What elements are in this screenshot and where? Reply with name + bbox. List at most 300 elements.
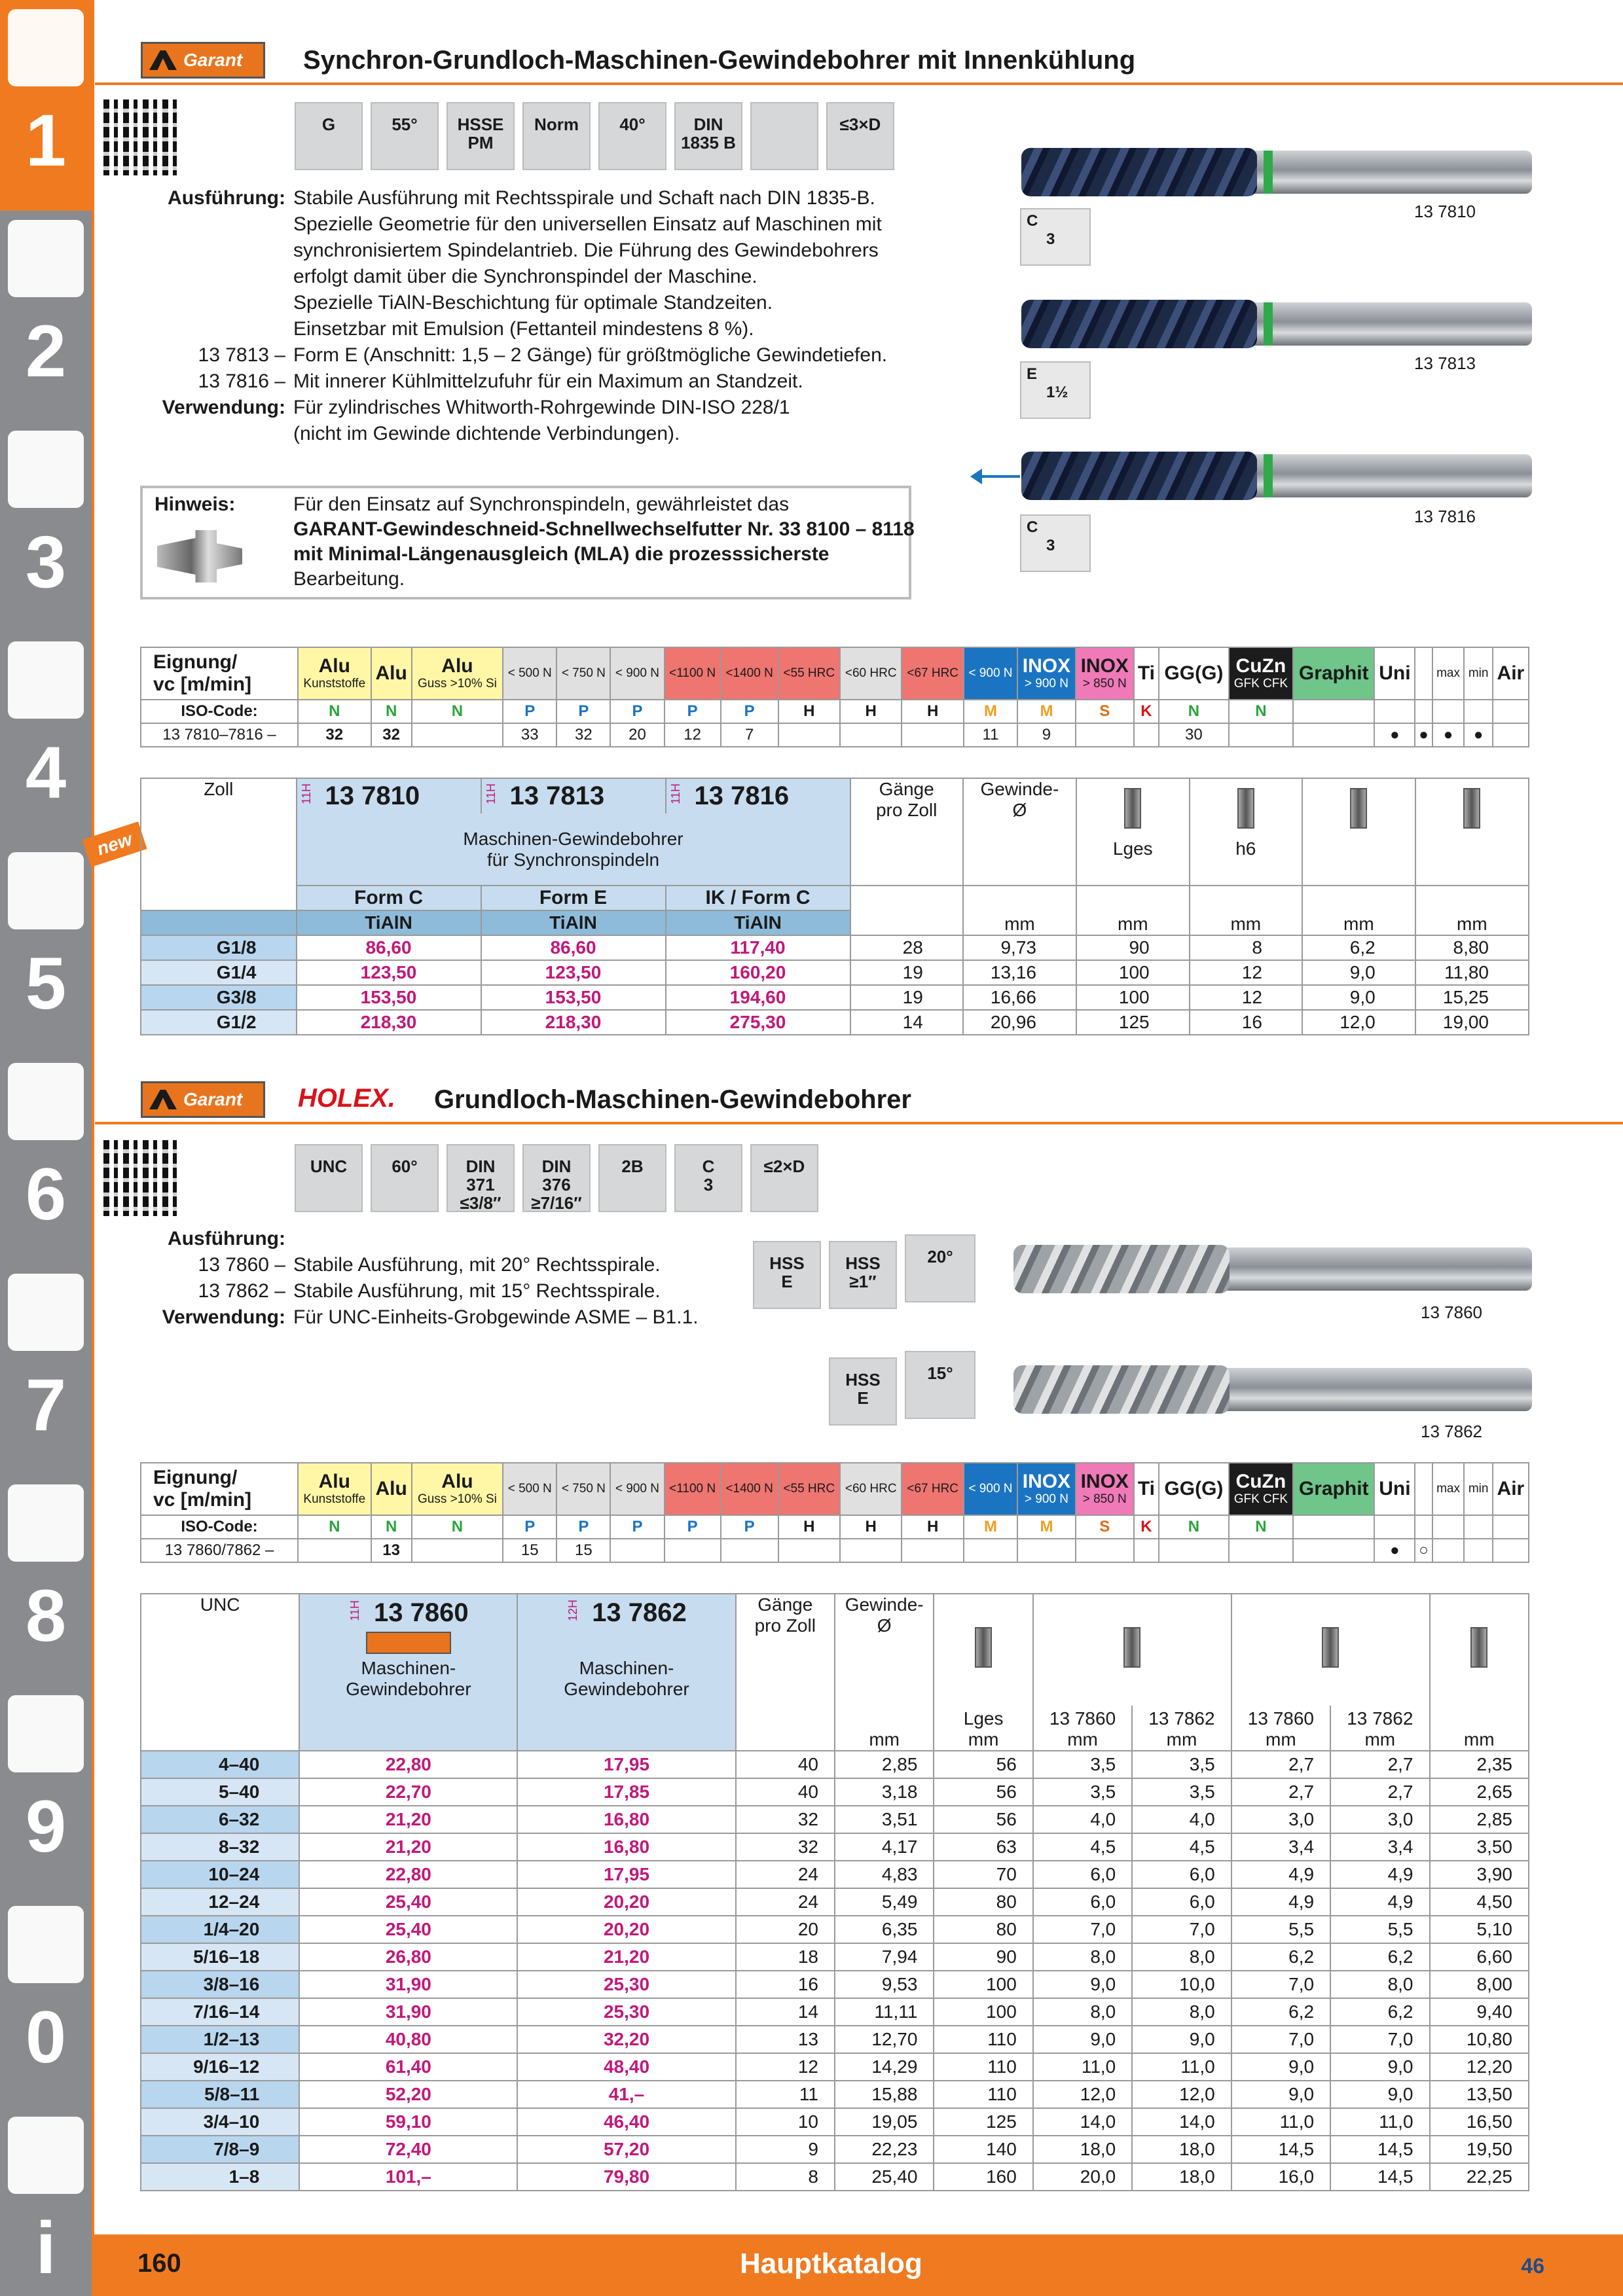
vc-value: 32: [556, 723, 610, 747]
value-cell: 6,60: [1430, 1943, 1529, 1971]
dimension-icon-cell: [1231, 1594, 1430, 1706]
chapter-i-icon: [8, 2117, 84, 2194]
value-cell: 16,66: [963, 985, 1076, 1010]
value-cell: 8,0: [1033, 1998, 1132, 2026]
material-col-11: < 900 N: [964, 1463, 1017, 1515]
material-col-6: <1100 N: [665, 1463, 721, 1515]
material-col-1: Alu: [371, 647, 412, 700]
tool-image-137862: [1013, 1368, 1532, 1411]
value-cell: 3,51: [835, 1806, 934, 1833]
value-cell: 4,83: [835, 1861, 934, 1888]
chapter-number: 3: [25, 521, 67, 603]
table-row[interactable]: [141, 1888, 1529, 1916]
line-label: Verwendung:: [162, 1306, 285, 1328]
value-cell: 3,5: [1132, 1751, 1231, 1778]
value-cell[interactable]: 101,–: [299, 2163, 517, 2191]
iso-label: ISO-Code:: [141, 1515, 298, 1539]
sidebar-tab-9[interactable]: [0, 1686, 92, 1897]
iso-code: N: [1159, 700, 1229, 723]
value-cell: 12,0: [1132, 2081, 1231, 2108]
material-col-17: Graphit: [1293, 1463, 1374, 1515]
value-cell[interactable]: 40,80: [299, 2026, 517, 2053]
value-cell: 100: [934, 1971, 1032, 1998]
vc-value: [778, 1539, 840, 1562]
value-cell: 20: [736, 1916, 835, 1943]
product-137862[interactable]: 12H 13 7862 Maschinen- Gewindebohrer: [517, 1594, 735, 1751]
page-number: 160: [137, 2249, 181, 2278]
value-cell[interactable]: 26,80: [299, 1943, 517, 1971]
form-e-box: E 1½: [1020, 361, 1091, 419]
value-cell: 100: [1076, 985, 1190, 1010]
value-cell: 80: [934, 1916, 1032, 1943]
value-cell: 12: [736, 2053, 835, 2081]
value-cell: 56: [934, 1778, 1032, 1806]
value-cell: 2,35: [1430, 1751, 1529, 1778]
value-cell: 3,50: [1430, 1833, 1529, 1861]
vc-value: [1229, 1539, 1293, 1562]
value-cell: 24: [736, 1888, 835, 1916]
value-cell[interactable]: 31,90: [299, 1971, 517, 1998]
line-label: 13 7862 –: [198, 1280, 285, 1302]
section2-symbols-1: 60°: [371, 1144, 439, 1212]
value-cell[interactable]: 17,95: [517, 1751, 735, 1778]
value-cell[interactable]: 20,20: [517, 1916, 735, 1943]
material-col-11: < 900 N: [964, 647, 1017, 700]
value-cell[interactable]: 22,80: [299, 1751, 517, 1778]
value-cell: 2,7: [1231, 1751, 1330, 1778]
hss-badge-3: HSS E: [829, 1357, 897, 1426]
iso-code: [1493, 1515, 1529, 1539]
product-137860[interactable]: 11H 13 7860 Maschinen- Gewindebohrer: [299, 1594, 517, 1751]
subheader: 13 7860 mm: [1033, 1706, 1132, 1751]
material-col-19: [1415, 1463, 1432, 1515]
value-cell: 15,88: [835, 2081, 934, 2108]
value-cell[interactable]: 160,20: [666, 960, 850, 985]
value-cell[interactable]: 20,20: [517, 1888, 735, 1916]
chapter-number: 2: [25, 310, 67, 392]
value-cell[interactable]: 86,60: [481, 935, 666, 960]
size-cell: 4–40: [141, 1751, 299, 1778]
table-row[interactable]: [141, 1833, 1529, 1861]
value-cell: 11,0: [1132, 2053, 1231, 2081]
vc-value: 32: [298, 723, 371, 747]
vc-value: [902, 1539, 963, 1562]
section1-symbols-1: 55°: [371, 102, 439, 170]
chapter-sidebar: [0, 0, 92, 2296]
header-col-1: Gewinde- Ø: [835, 1594, 934, 1706]
table-row[interactable]: [141, 1751, 1529, 1778]
value-cell: 3,0: [1231, 1806, 1330, 1833]
chapter-number: 7: [25, 1364, 67, 1446]
value-cell[interactable]: 17,95: [517, 1861, 735, 1888]
sidebar-tab-0[interactable]: [0, 1897, 92, 2108]
tool-label-137813: 13 7813: [1414, 353, 1476, 373]
iso-code: [1374, 700, 1415, 723]
table-row[interactable]: [141, 2081, 1529, 2108]
line-label: Ausführung:: [168, 187, 285, 209]
value-cell[interactable]: 21,20: [299, 1833, 517, 1861]
value-cell: 18,0: [1132, 2136, 1231, 2163]
line-text: Stabile Ausführung, mit 20° Rechtsspirale.: [293, 1254, 661, 1276]
iso-code: [1374, 1515, 1415, 1539]
vc-value: [1017, 1539, 1076, 1562]
material-col-7: <1400 N: [721, 647, 778, 700]
hss-badge-4: 15°: [905, 1351, 976, 1419]
dimension-icon: [1305, 788, 1412, 833]
iso-code: [1415, 1515, 1432, 1539]
table-row[interactable]: [141, 1778, 1529, 1806]
value-cell[interactable]: 52,20: [299, 2081, 517, 2108]
table-row[interactable]: [141, 1916, 1529, 1943]
table-row[interactable]: [141, 2163, 1529, 2191]
table-row[interactable]: [141, 1943, 1529, 1971]
sidebar-tab-i[interactable]: [0, 2108, 92, 2289]
chapter-number: 9: [25, 1785, 67, 1867]
value-cell[interactable]: 25,30: [517, 1998, 735, 2026]
value-cell: 13,16: [963, 960, 1076, 985]
value-cell: 3,5: [1033, 1778, 1132, 1806]
value-cell: 19: [850, 985, 963, 1010]
value-cell: 56: [934, 1806, 1032, 1833]
value-cell[interactable]: 123,50: [481, 960, 666, 985]
value-cell: 10,80: [1430, 2026, 1529, 2053]
section1-symbols-5: DIN 1835 B: [674, 102, 742, 170]
value-cell[interactable]: 21,20: [517, 1943, 735, 1971]
value-cell: 2,7: [1231, 1778, 1330, 1806]
vc-value: ●: [1374, 1539, 1415, 1562]
vc-value: 33: [503, 723, 556, 747]
sidebar-tab-2[interactable]: [0, 211, 92, 422]
section1-symbols-2: HSSE PM: [447, 102, 515, 170]
value-cell: 4,9: [1231, 1888, 1330, 1916]
value-cell[interactable]: 57,20: [517, 2136, 735, 2163]
material-col-21: min: [1464, 647, 1492, 700]
chapter-number: 4: [25, 732, 67, 814]
value-cell[interactable]: 48,40: [517, 2053, 735, 2081]
iso-code: H: [840, 1515, 902, 1539]
tool-label-137810: 13 7810: [1414, 202, 1476, 221]
value-cell[interactable]: 46,40: [517, 2108, 735, 2136]
line-label: 13 7813 –: [198, 344, 285, 366]
value-cell: 10,0: [1132, 1971, 1231, 1998]
sidebar-tab-4[interactable]: [0, 632, 92, 843]
value-cell: 11,0: [1231, 2108, 1330, 2136]
material-col-22: Air: [1493, 647, 1529, 700]
value-cell[interactable]: 16,80: [517, 1833, 735, 1861]
value-cell: 9,0: [1302, 985, 1415, 1010]
value-cell: 16: [736, 1971, 835, 1998]
sidebar-tab-6[interactable]: [0, 1054, 92, 1265]
value-cell: 9,0: [1330, 2081, 1429, 2108]
product-137810[interactable]: 11H 13 7810: [297, 778, 481, 814]
iso-code: [1293, 1515, 1374, 1539]
section2-symbols-4: 2B: [598, 1144, 666, 1212]
material-col-1: Alu: [371, 1463, 412, 1515]
value-cell: 90: [934, 1943, 1032, 1971]
table-row[interactable]: [141, 2026, 1529, 2053]
value-cell[interactable]: 153,50: [297, 985, 481, 1010]
iso-code: S: [1076, 700, 1134, 723]
value-cell: 56: [934, 1751, 1032, 1778]
value-cell: 2,7: [1330, 1778, 1429, 1806]
value-cell: 7,0: [1231, 2026, 1330, 2053]
iso-code: M: [964, 700, 1017, 723]
value-cell[interactable]: 218,30: [481, 1010, 666, 1035]
value-cell[interactable]: 79,80: [517, 2163, 735, 2191]
vc-value: [964, 1539, 1017, 1562]
sidebar-tab-7[interactable]: [0, 1265, 92, 1475]
value-cell: 6,0: [1132, 1861, 1231, 1888]
hinweis-box: [140, 486, 915, 600]
form-label: IK / Form C: [666, 886, 850, 910]
value-cell[interactable]: 41,–: [517, 2081, 735, 2108]
value-cell: 24: [736, 1861, 835, 1888]
garant-logo: Garant: [141, 42, 265, 79]
blank: [141, 910, 297, 935]
chuck-image: [157, 530, 242, 583]
vc-value: 15: [556, 1539, 610, 1562]
size-cell: 5/16–18: [141, 1943, 299, 1971]
value-cell: 8,0: [1330, 1971, 1429, 1998]
chapter-2-icon: [8, 220, 84, 297]
chapter-number: 5: [25, 942, 67, 1024]
value-cell[interactable]: 21,20: [299, 1806, 517, 1833]
value-cell: 5,49: [835, 1888, 934, 1916]
value-cell: 9: [736, 2136, 835, 2163]
iso-code: [1415, 700, 1432, 723]
subheader: Lges mm: [934, 1706, 1032, 1751]
vc-value: [665, 1539, 721, 1562]
value-cell: 9,40: [1430, 1998, 1529, 2026]
iso-code: N: [298, 1515, 371, 1539]
tool-label-137860: 13 7860: [1421, 1302, 1482, 1322]
unit: mm: [963, 886, 1076, 935]
value-cell: 9,0: [1330, 2053, 1429, 2081]
material-col-12: INOX > 900 N: [1017, 647, 1076, 700]
value-cell[interactable]: 16,80: [517, 1806, 735, 1833]
material-col-10: <67 HRC: [902, 647, 963, 700]
table-row[interactable]: [141, 2053, 1529, 2081]
value-cell: 15,25: [1415, 985, 1529, 1010]
value-cell[interactable]: 123,50: [297, 960, 481, 985]
value-cell[interactable]: 117,40: [666, 935, 850, 960]
material-col-0: Alu Kunststoffe: [298, 1463, 371, 1515]
vc-value: [1134, 723, 1159, 747]
table-row[interactable]: [141, 1806, 1529, 1833]
qr-code-2[interactable]: [103, 1140, 179, 1216]
chapter-number: 0: [25, 1996, 67, 2078]
vc-value: 15: [503, 1539, 556, 1562]
value-cell: 7,0: [1132, 1916, 1231, 1943]
iso-code: P: [665, 1515, 721, 1539]
table-row[interactable]: [141, 1010, 1529, 1035]
section2-symbols-0: UNC: [295, 1144, 363, 1212]
table-row[interactable]: [141, 960, 1529, 985]
value-cell: 3,0: [1330, 1806, 1429, 1833]
vc-value: 9: [1017, 723, 1076, 747]
vc-value: [1493, 1539, 1529, 1562]
value-cell: 6,2: [1302, 935, 1415, 960]
coolant-arrowhead-icon: [970, 469, 982, 484]
value-cell: 8,80: [1415, 935, 1529, 960]
value-cell: 4,5: [1033, 1833, 1132, 1861]
value-cell: 11,0: [1033, 2053, 1132, 2081]
iso-code: H: [902, 700, 963, 723]
value-cell: 40: [736, 1778, 835, 1806]
iso-code: K: [1134, 1515, 1159, 1539]
vc-value: 32: [371, 723, 412, 747]
vc-value: [721, 1539, 778, 1562]
value-cell[interactable]: 275,30: [666, 1010, 850, 1035]
value-cell: 90: [1076, 935, 1190, 960]
material-col-9: <60 HRC: [840, 647, 902, 700]
iso-code: N: [371, 700, 412, 723]
table-row[interactable]: [141, 1861, 1529, 1888]
line-text: Spezielle Geometrie für den universellen Einsatz auf Maschinen mit: [293, 213, 882, 235]
value-cell: 12: [1190, 960, 1302, 985]
iso-code: [1464, 1515, 1492, 1539]
value-cell: 100: [1076, 960, 1190, 985]
iso-code: H: [778, 700, 840, 723]
value-cell: 3,5: [1033, 1751, 1132, 1778]
material-col-18: Uni: [1374, 1463, 1415, 1515]
section1-symbols-3: Norm: [522, 102, 591, 170]
section1-symbols-6: [750, 102, 818, 170]
line-text: erfolgt damit über die Synchronspindel der Maschine.: [293, 266, 757, 287]
value-cell[interactable]: 59,10: [299, 2108, 517, 2136]
value-cell: 12,20: [1430, 2053, 1529, 2081]
value-cell: 12,0: [1033, 2081, 1132, 2108]
product-137813[interactable]: 11H 13 7813: [481, 778, 666, 814]
vc-value: [610, 1539, 664, 1562]
page-index: 46: [1521, 2254, 1544, 2278]
table-row[interactable]: [141, 1998, 1529, 2026]
material-col-14: Ti: [1134, 1463, 1159, 1515]
chapter-8-icon: [8, 1484, 84, 1562]
material-col-17: Graphit: [1293, 647, 1374, 700]
section2-header: [95, 1079, 1623, 1124]
value-cell: 16,50: [1430, 2108, 1529, 2136]
chapter-0-icon: [8, 1906, 84, 1983]
chapter-1-icon: [8, 9, 84, 86]
value-cell[interactable]: 86,60: [297, 935, 481, 960]
value-cell: 9,53: [835, 1971, 934, 1998]
iso-code: K: [1134, 700, 1159, 723]
tool-label-137816: 13 7816: [1414, 507, 1476, 526]
product-137816[interactable]: 11H 13 7816: [666, 778, 850, 814]
vc-value: [298, 1539, 371, 1562]
line-text: Form E (Anschnitt: 1,5 – 2 Gänge) für größtmögliche Gewindetiefen.: [293, 344, 888, 366]
vc-value: [1464, 1539, 1492, 1562]
value-cell[interactable]: 218,30: [297, 1010, 481, 1035]
value-cell[interactable]: 25,30: [517, 1971, 735, 1998]
header-col-0: Gänge pro Zoll: [850, 778, 963, 886]
value-cell: 32: [736, 1833, 835, 1861]
value-cell: 12,0: [1302, 1010, 1415, 1035]
hinweis-line: GARANT-Gewindeschneid-Schnellwechselfutter Nr. 33 8100 – 8118: [293, 518, 915, 540]
table-row[interactable]: [141, 2108, 1529, 2136]
garant-logo-2: Garant: [141, 1081, 265, 1118]
dimension-icon-cell: [1430, 1594, 1529, 1706]
vc-value: [1159, 1539, 1229, 1562]
value-cell[interactable]: 25,40: [299, 1888, 517, 1916]
section2-symbols-5: C 3: [674, 1144, 742, 1212]
value-cell: 8: [736, 2163, 835, 2191]
value-cell[interactable]: 32,20: [517, 2026, 735, 2053]
iso-code: [1493, 700, 1529, 723]
value-cell: 20,0: [1033, 2163, 1132, 2191]
value-cell: 3,4: [1330, 1833, 1429, 1861]
vc-value: ●: [1464, 723, 1492, 747]
value-cell: 110: [934, 2053, 1032, 2081]
line-label: 13 7860 –: [198, 1254, 285, 1276]
hinweis-label: Hinweis:: [155, 493, 236, 515]
table-row[interactable]: [141, 985, 1529, 1010]
vc-value: 30: [1159, 723, 1229, 747]
eignung-table-2: [140, 1462, 1529, 1563]
iso-code: H: [840, 700, 902, 723]
vc-value: ○: [1415, 1539, 1432, 1562]
value-cell[interactable]: 17,85: [517, 1778, 735, 1806]
value-cell[interactable]: 72,40: [299, 2136, 517, 2163]
sidebar-tab-3[interactable]: [0, 422, 92, 632]
section2-title: Grundloch-Maschinen-Gewindebohrer: [434, 1085, 911, 1114]
value-cell[interactable]: 153,50: [481, 985, 666, 1010]
dimension-icon: [1419, 788, 1525, 833]
value-cell: 3,4: [1231, 1833, 1330, 1861]
value-cell[interactable]: 194,60: [666, 985, 850, 1010]
table-row[interactable]: [141, 935, 1529, 960]
value-cell[interactable]: 25,40: [299, 1916, 517, 1943]
line-text: synchronisiertem Spindelantrieb. Die Führung des Gewindebohrers: [293, 240, 879, 261]
form-c-box-2: C 3: [1020, 514, 1091, 572]
value-cell: 28: [850, 935, 963, 960]
tool-image-137816: [1021, 454, 1532, 497]
coating-label: TiAlN: [666, 910, 850, 935]
sidebar-tab-5[interactable]: [0, 843, 92, 1054]
value-cell[interactable]: 22,70: [299, 1778, 517, 1806]
material-col-3: < 500 N: [503, 1463, 556, 1515]
coating-label: TiAlN: [297, 910, 481, 935]
iso-code: [1432, 1515, 1465, 1539]
value-cell[interactable]: 31,90: [299, 1998, 517, 2026]
value-cell: 11: [736, 2081, 835, 2108]
material-col-13: INOX > 850 N: [1076, 647, 1134, 700]
form-label: Form C: [297, 886, 481, 910]
value-cell: 5,5: [1231, 1916, 1330, 1943]
value-cell: 19,05: [835, 2108, 934, 2136]
value-cell[interactable]: 22,80: [299, 1861, 517, 1888]
vc-value: [778, 723, 840, 747]
size-cell: G3/8: [141, 985, 297, 1010]
table-row[interactable]: [141, 1971, 1529, 1998]
catalog-title: Hauptkatalog: [740, 2248, 922, 2280]
table-row[interactable]: [141, 2136, 1529, 2163]
section2-symbols-2: DIN 371 ≤3/8″: [447, 1144, 515, 1212]
sidebar-tab-1[interactable]: [0, 0, 92, 211]
value-cell: 6,2: [1231, 1998, 1330, 2026]
form-label: Form E: [481, 886, 666, 910]
iso-code: P: [721, 700, 778, 723]
size-cell: 1/4–20: [141, 1916, 299, 1943]
value-cell: 19,50: [1430, 2136, 1529, 2163]
material-col-8: <55 HRC: [778, 647, 840, 700]
sidebar-tab-8[interactable]: [0, 1475, 92, 1686]
size-cell: G1/4: [141, 960, 297, 985]
value-cell: 7,94: [835, 1943, 934, 1971]
qr-code-1[interactable]: [103, 99, 179, 175]
value-cell[interactable]: 61,40: [299, 2053, 517, 2081]
